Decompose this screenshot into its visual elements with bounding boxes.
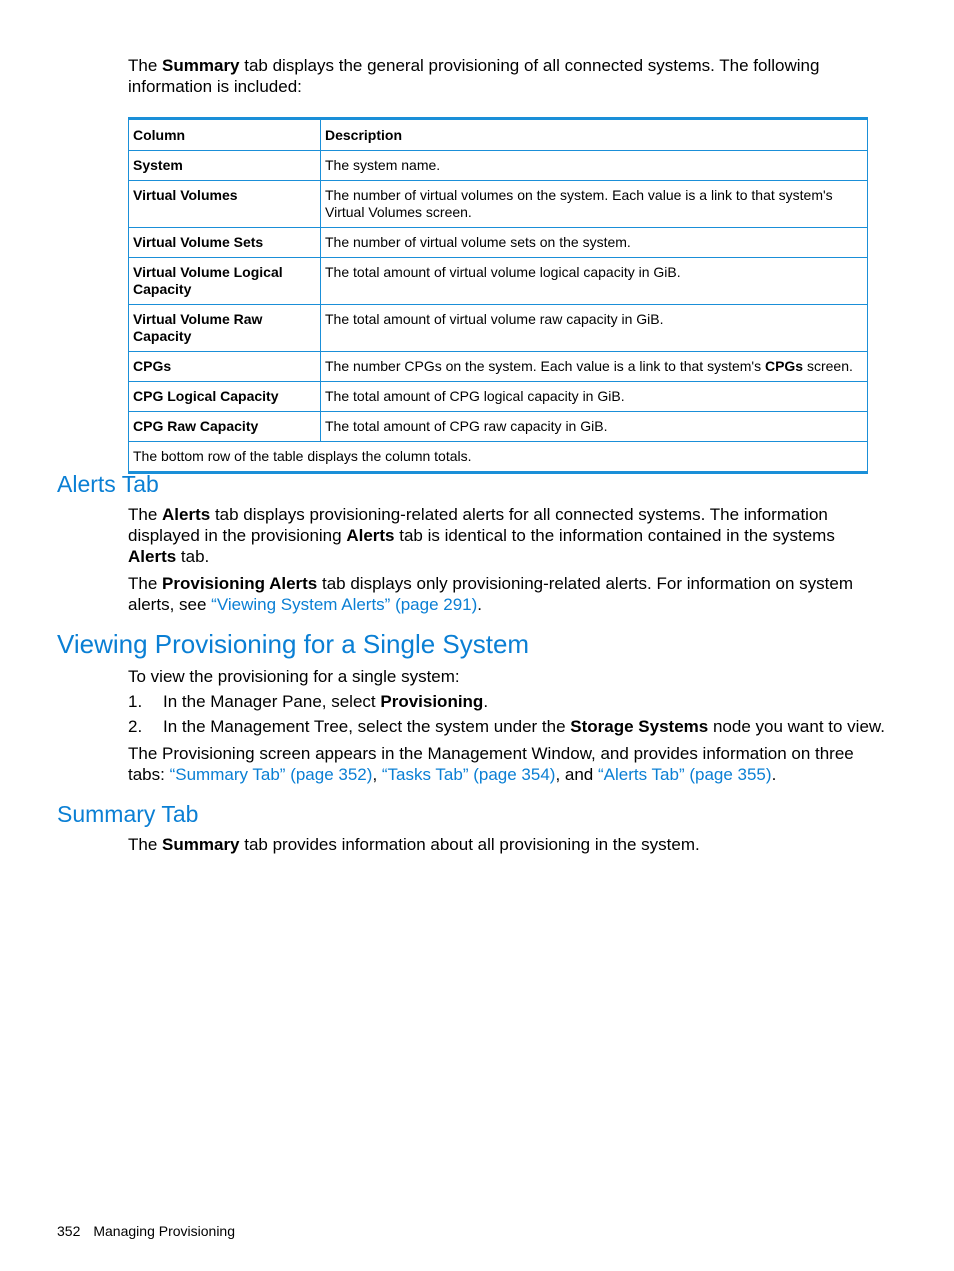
- intro-paragraph: [128, 55, 868, 97]
- text: ,: [372, 765, 382, 784]
- row-description: [321, 352, 868, 382]
- page-footer: [57, 1222, 235, 1240]
- row-column: Virtual Volumes: [129, 181, 321, 228]
- summary-columns-table: [128, 117, 868, 474]
- table-footnote: The bottom row of the table displays the column totals.: [129, 442, 868, 473]
- text: In the Management Tree, select the system under the: [163, 717, 571, 736]
- tasks-tab-link[interactable]: “Tasks Tab” (page 354): [381, 765, 556, 784]
- text: The Provisioning screen appears in the Management Window, and provides information on three tabs:: [128, 744, 854, 784]
- text: The: [128, 574, 163, 593]
- text: screen.: [803, 358, 853, 374]
- text: In the Manager Pane, select: [163, 692, 381, 711]
- text: node you want to view.: [708, 717, 885, 736]
- bold-term: Alerts: [162, 505, 211, 524]
- text: .: [483, 692, 489, 711]
- bold-term: Summary: [162, 835, 240, 854]
- list-item: [128, 691, 888, 716]
- row-column: Virtual Volume Sets: [129, 228, 321, 258]
- header-column: Column: [129, 119, 321, 151]
- text: tab displays only provisioning-related alerts. For information on system alerts, see: [128, 574, 854, 614]
- single-system-heading: Viewing Provisioning for a Single System: [57, 629, 530, 659]
- single-intro: To view the provisioning for a single system:: [128, 667, 460, 686]
- text: The: [128, 56, 163, 75]
- summary-tab-heading: Summary Tab: [57, 801, 199, 827]
- header-description: Description: [321, 119, 868, 151]
- table-row: [129, 151, 868, 181]
- bold-term: Summary: [162, 56, 240, 75]
- row-column: Virtual Volume Raw Capacity: [129, 305, 321, 352]
- table-row: [129, 412, 868, 442]
- alerts-tab-heading: Alerts Tab: [57, 471, 159, 497]
- bold-term: Alerts: [128, 547, 177, 566]
- text: , and: [555, 765, 598, 784]
- steps-list: [128, 691, 888, 741]
- text: tab displays the general provisioning of all connected systems. The following information is included:: [128, 56, 820, 96]
- step-number: 1.: [128, 692, 143, 711]
- text: The: [128, 835, 163, 854]
- bold-term: Alerts: [346, 526, 395, 545]
- chapter-title: Managing Provisioning: [93, 1223, 235, 1239]
- text: tab provides information about all provisioning in the system.: [239, 835, 700, 854]
- page-number: 352: [57, 1223, 81, 1239]
- text: The number CPGs on the system. Each value is a link to that system's: [325, 358, 765, 374]
- text: The: [128, 505, 163, 524]
- text: .: [477, 595, 483, 614]
- alerts-paragraph-1: [128, 504, 868, 567]
- bold-term: Storage Systems: [570, 717, 709, 736]
- bold-term: CPGs: [764, 358, 804, 374]
- row-description: The total amount of virtual volume logical capacity in GiB.: [321, 258, 868, 305]
- row-description: The total amount of CPG logical capacity in GiB.: [321, 382, 868, 412]
- table-row: [129, 382, 868, 412]
- row-description: The total amount of virtual volume raw capacity in GiB.: [321, 305, 868, 352]
- table-header-row: [129, 119, 868, 151]
- text: tab displays provisioning-related alerts for all connected systems. The information displayed in the provisioning: [128, 505, 828, 545]
- row-column: System: [129, 151, 321, 181]
- viewing-system-alerts-link[interactable]: “Viewing System Alerts” (page 291): [211, 595, 478, 614]
- text: .: [771, 765, 777, 784]
- table-row: [129, 352, 868, 382]
- step-number: 2.: [128, 717, 143, 736]
- table-row: [129, 228, 868, 258]
- table-row: [129, 258, 868, 305]
- alerts-paragraph-2: [128, 573, 868, 615]
- list-item: [128, 716, 888, 741]
- summary-paragraph: [128, 834, 868, 855]
- row-description: The system name.: [321, 151, 868, 181]
- row-description: The number of virtual volume sets on the system.: [321, 228, 868, 258]
- row-column: CPGs: [129, 352, 321, 382]
- summary-tab-link[interactable]: “Summary Tab” (page 352): [169, 765, 373, 784]
- row-column: CPG Raw Capacity: [129, 412, 321, 442]
- text: tab is identical to the information contained in the systems: [394, 526, 835, 545]
- alerts-tab-link[interactable]: “Alerts Tab” (page 355): [598, 765, 772, 784]
- table-row: [129, 305, 868, 352]
- row-column: CPG Logical Capacity: [129, 382, 321, 412]
- single-paragraph: [128, 743, 868, 785]
- table-row: [129, 181, 868, 228]
- text: tab.: [176, 547, 210, 566]
- bold-term: Provisioning Alerts: [162, 574, 318, 593]
- row-description: The number of virtual volumes on the system. Each value is a link to that system's Virtual Volumes screen.: [321, 181, 868, 228]
- bold-term: Provisioning: [380, 692, 484, 711]
- row-description: The total amount of CPG raw capacity in GiB.: [321, 412, 868, 442]
- row-column: Virtual Volume Logical Capacity: [129, 258, 321, 305]
- table-footnote-row: [129, 442, 868, 473]
